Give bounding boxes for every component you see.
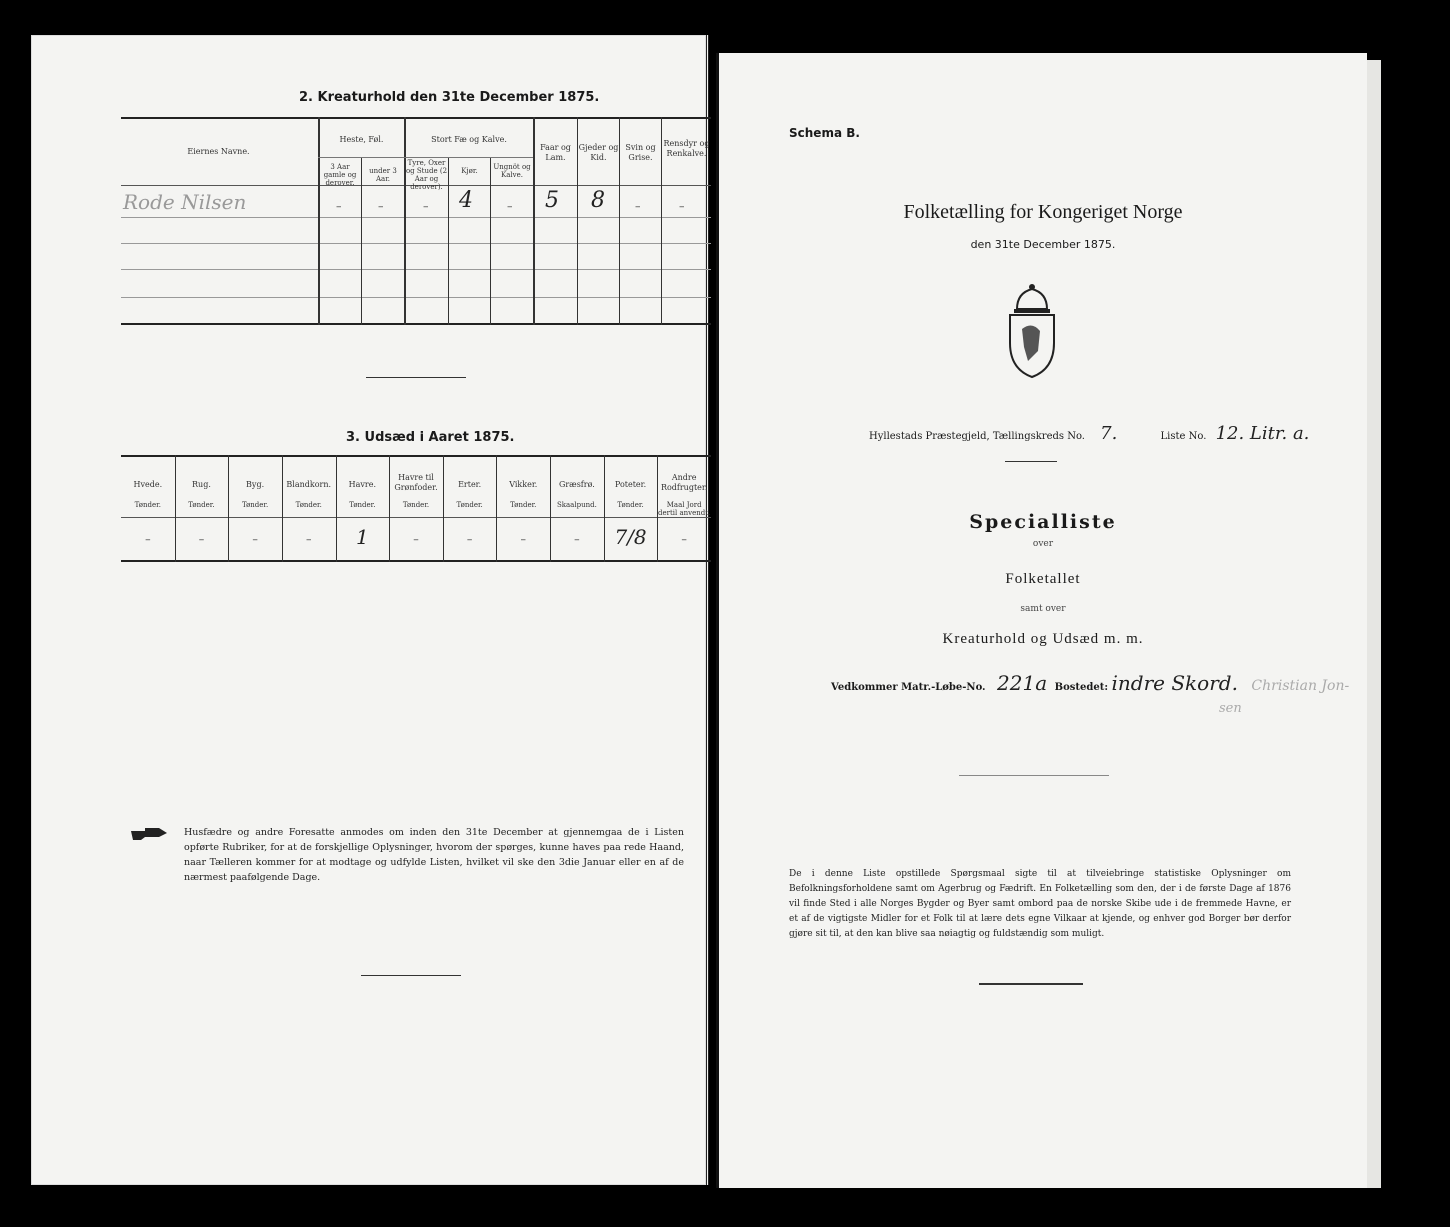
cell-kjor: 4 — [459, 188, 473, 213]
table3-top-rule — [121, 455, 711, 457]
cell-heste-1: – — [336, 200, 342, 213]
table2-row-rule — [121, 269, 711, 270]
table3-header-3: Blandkorn. — [286, 480, 332, 489]
separator-rule-bottom — [361, 975, 461, 976]
table3-header-6: Erter. — [458, 480, 482, 489]
sub-stort-3: Ungnöt og Kalve. — [493, 163, 531, 179]
footer-text: De i denne Liste opstillede Spørgsmaal sigte til at tilveiebringe statistiske Oplysninger om Befolkningsforholdene samt om Agerbrug og Fædrift. En Folketælling som den, der i de første Dage af 1876 vil finde Sted i alle Norges Bygder og Byer samt ombord paa de norske Skibe ude i de fremmede Havne, er et af de vigtigste Midler for et Folk til at lære dets egne Vilkaar at kjende, og enhver god Borger bør derfor gjøre sit til, at den kan blive saa nøiagtig og fuldstændig som muligt. — [789, 869, 1291, 939]
sub-heste-2: under 3 Aar. — [369, 167, 397, 183]
table3-unit-3: Tønder. — [295, 501, 322, 509]
over-label: over — [1032, 539, 1054, 549]
bosted-value: indre Skord. — [1111, 671, 1238, 695]
samt-over-label: samt over — [1020, 604, 1066, 614]
cell-svin: – — [635, 200, 641, 213]
table3-value-0: – — [145, 533, 151, 546]
schema-label: Schema B. — [789, 126, 860, 140]
table3-unit-0: Tønder. — [134, 501, 161, 509]
table3-unit-8: Skaalpund. — [556, 501, 597, 509]
coat-of-arms-icon — [1002, 281, 1062, 381]
table2-vline — [448, 157, 449, 325]
table3-header-1: Rug. — [192, 480, 211, 489]
table3-unit-6: Tønder. — [456, 501, 483, 509]
kreaturhold-title: Kreaturhold og Udsæd m. m. — [942, 631, 1144, 647]
cell-faar: 5 — [545, 188, 559, 213]
table3-value-1: – — [198, 533, 205, 546]
table3-value-5: – — [413, 533, 419, 546]
col-gjeder-header: Gjeder og Kid. — [578, 143, 619, 162]
table2-subheader-rule — [318, 157, 533, 158]
table3-header-5: Havre til Grønfoder. — [394, 473, 438, 492]
table3-header-10: Andre Rodfrugter. — [660, 473, 708, 492]
section2-title: 2. Kreaturhold den 31te December 1875. — [299, 90, 600, 105]
parish-line — [869, 423, 1309, 444]
table3-value-9: 7/8 — [614, 525, 647, 549]
cell-ungnot: – — [507, 200, 513, 213]
section3-title: 3. Udsæd i Aaret 1875. — [346, 430, 515, 445]
sub-stort-1: Tyre, Oxer og Stude (2 Aar og derover). — [405, 159, 448, 191]
separator-rule — [366, 377, 466, 378]
bosted-extra: Christian Jon- — [1251, 678, 1350, 694]
cell-rensdyr: – — [679, 200, 685, 213]
matr-label: Vedkommer Matr.-Løbe-No. — [831, 682, 986, 693]
notice-text: Husfædre og andre Foresatte anmodes om inden den 31te December at gjennemgaa de i Listen opførte Rubriker, for at de forskjellige Oplysninger, hvorom der spørges, kunne haves paa rede Haand, naar Tælleren kommer for at modtage og udfylde Listen, hvilket vil ske den 3die Januar eller en af de nærmest paafølgende Dage. — [184, 827, 684, 883]
main-date: den 31te December 1875. — [970, 238, 1116, 251]
table3-unit-5: Tønder. — [402, 501, 430, 509]
table2-vline — [404, 117, 406, 325]
table3-header-rule — [121, 517, 711, 518]
table3-header-2: Byg. — [246, 480, 265, 489]
table3-unit-1: Tønder. — [188, 501, 215, 509]
liste-value: 12. Litr. a. — [1215, 423, 1310, 444]
owner-name: Rode Nilsen — [123, 190, 247, 214]
table3-header-4: Havre. — [348, 480, 377, 489]
col-owner-header: Eiernes Navne. — [187, 147, 250, 156]
table3-unit-7: Tønder. — [510, 501, 537, 509]
col-svin-header: Svin og Grise. — [625, 143, 656, 162]
table3-value-10: – — [681, 533, 687, 546]
col-faar-header: Faar og Lam. — [540, 143, 571, 162]
table3-value-4: 1 — [355, 525, 369, 549]
table2-row-rule — [121, 243, 711, 244]
table3-header-8: Græsfrø. — [558, 480, 595, 489]
table2-top-rule — [121, 117, 711, 119]
matr-value: 221a — [997, 671, 1048, 695]
bosted-label: Bostedet: — [1054, 682, 1109, 693]
separator-rule — [1005, 461, 1057, 462]
sub-heste-1: 3 Aar gamle og derover. — [323, 163, 357, 187]
table3-value-8: – — [574, 533, 580, 546]
parish-label-1: Hyllestads Præstegjeld, Tællingskreds No. — [869, 431, 1085, 442]
pointing-hand-icon — [129, 825, 169, 843]
col-heste-header: Heste, Føl. — [339, 135, 384, 144]
table3-value-3: – — [305, 533, 312, 546]
table3-header-7: Vikker. — [509, 480, 538, 489]
matr-line — [831, 671, 1349, 695]
table2-row-rule — [121, 297, 711, 298]
table2-vline — [318, 117, 320, 325]
separator-rule — [959, 775, 1109, 776]
table2-bottom-rule — [121, 323, 711, 325]
folketallet-title: Folketallet — [1005, 571, 1081, 587]
table3-unit-9: Tønder. — [617, 501, 644, 509]
bosted-extra-2: sen — [1219, 701, 1242, 716]
table3-value-6: – — [466, 533, 473, 546]
table3-bottom-rule — [121, 560, 711, 562]
table3-value-2: – — [252, 533, 258, 546]
left-page — [31, 35, 709, 1185]
right-page — [716, 53, 1367, 1188]
col-rensdyr-header: Rensdyr og Renkalve. — [663, 139, 710, 158]
separator-rule-bottom — [979, 983, 1083, 985]
cell-gjeder: 8 — [591, 188, 605, 213]
table2-vline — [490, 157, 491, 325]
cell-heste-2: – — [378, 200, 384, 213]
table3-unit-10: Maal Jord dertil anvendt. — [658, 501, 711, 517]
table2-row-rule — [121, 217, 711, 218]
specialliste-title: Specialliste — [969, 511, 1117, 533]
table3-header-9: Poteter. — [614, 480, 647, 489]
table3-unit-2: Tønder. — [241, 501, 269, 509]
parish-label-2: Liste No. — [1160, 431, 1207, 442]
main-title: Folketælling for Kongeriget Norge — [903, 201, 1183, 223]
table3-value-7: – — [520, 533, 527, 546]
table3-unit-4: Tønder. — [349, 501, 376, 509]
col-stort-header: Stort Fæ og Kalve. — [431, 135, 507, 144]
table3-header-0: Hvede. — [133, 480, 163, 489]
tellingskreds-value: 7. — [1100, 423, 1118, 444]
sub-stort-2: Kjør. — [461, 167, 478, 175]
cell-stort-1: – — [423, 200, 429, 213]
